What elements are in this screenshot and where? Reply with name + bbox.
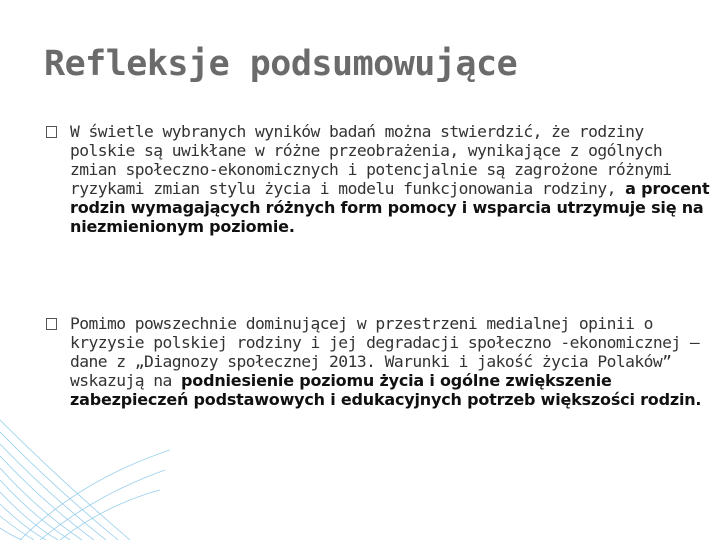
bullet-text-normal: W świetle wybranych wyników badań można stwierdzić, że rodziny polskie są uwikłane w różne przeobrażenia, wynikające z ogólnych zmian społeczno-ekonomicznych i potencjalnie są zagrożone różnymi ryzykami zmian stylu życia i modelu funkcjonowania rodziny, (70, 122, 672, 198)
slide-title: Refleksje podsumowujące (44, 44, 518, 84)
decorative-corner-lines (0, 410, 170, 540)
bullet-text (70, 314, 710, 409)
bullet-text (70, 122, 710, 236)
bullet-text-normal: Pomimo powszechnie dominującej w przestrzeni medialnej opinii o kryzysie polskiej rodziny i jej degradacji społeczno -ekonomicznej – dane z „Diagnozy społecznej 2013. Warunki i jakość życia Polaków” wskazują na (70, 314, 700, 390)
bullet-square-icon (46, 318, 57, 330)
bullet-text-bold: a procent rodzin wymagających różnych form pomocy i wsparcia utrzymuje się na niezmienionym poziomie. (70, 179, 710, 236)
bullet-square-icon (46, 126, 57, 138)
bullet-text-bold: podniesienie poziomu życia i ogólne zwiększenie zabezpieczeń podstawowych i edukacyjnych potrzeb większości rodzin. (70, 371, 702, 409)
